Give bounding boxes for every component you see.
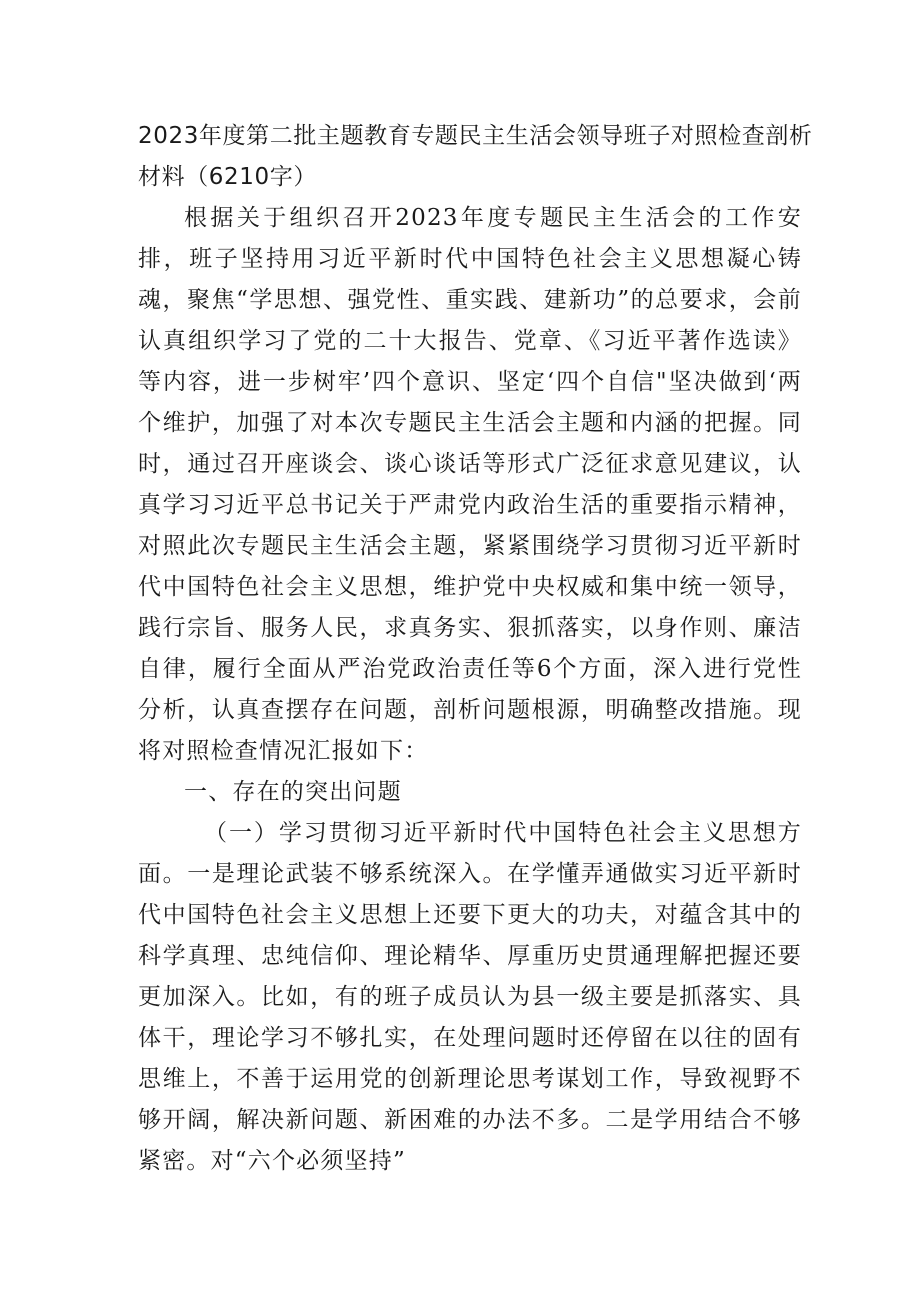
document-title-line-2: 材料（6210字）: [138, 164, 317, 190]
intro-paragraph: 根据关于组织召开2023年度专题民主生活会的工作安排，班子坚持用习近平新时代中国特色社会主义思想凝心铸魂，聚焦“学思想、强党性、重实践、建新功”的总要求，会前认真组织学习了党的二十大报告、党章、《习近平著作选读》等内容，进一步树牢’四个意识、坚定‘四个自信"坚决做到‘两个维护，加强了对本次专题民主生活会主题和内涵的把握。同时，通过召开座谈会、谈心谈话等形式广泛征求意见建议，认真学习习近平总书记关于严肃党内政治生活的重要指示精神，对照此次专题民主生活会主题，紧紧围绕学习贯彻习近平新时代中国特色社会主义思想，维护党中央权威和集中统一领导，践行宗旨、服务人民，求真务实、狠抓落实，以身作则、廉洁自律，履行全面从严治党政治责任等6个方面，深入进行党性分析，认真查摆存在问题，剖析问题根源，明确整改措施。现将对照检查情况汇报如下：: [138, 205, 802, 764]
document-body: [138, 198, 802, 1182]
document-title: [138, 116, 813, 198]
document-title-line-1: 2023年度第二批主题教育专题民主生活会领导班子对照检查剖析: [138, 123, 813, 149]
section-heading-existing-problems: 一、存在的突出问题: [184, 779, 402, 805]
subsection-paragraph-theory-study: （一）学习贯彻习近平新时代中国特色社会主义思想方面。一是理论武装不够系统深入。在学懂弄通做实习近平新时代中国特色社会主义思想上还要下更大的功夫，对蕴含其中的科学真理、忠纯信仰、理论精华、厚重历史贯通理解把握还要更加深入。比如，有的班子成员认为县一级主要是抓落实、具体干，理论学习不够扎实，在处理问题时还停留在以往的固有思维上，不善于运用党的创新理论思考谋划工作，导致视野不够开阔，解决新问题、新困难的办法不多。二是学用结合不够紧密。对“六个必须坚持”: [138, 820, 802, 1174]
